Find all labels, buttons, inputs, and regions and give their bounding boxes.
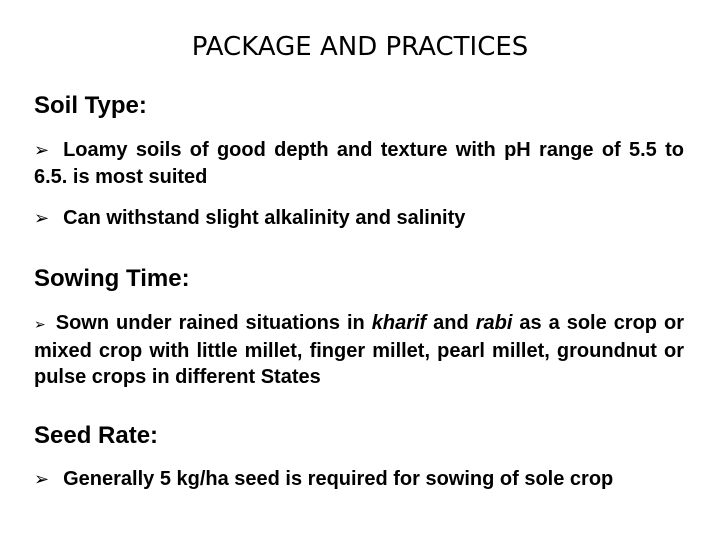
page-title: PACKAGE AND PRACTICES — [191, 32, 529, 62]
arrow-bullet-icon: ➢ — [34, 317, 46, 333]
section-heading-soil-type: Soil Type: — [34, 92, 147, 119]
sowing-bullet-1: ➢ Sown under rained situations in kharif and rabi as a sole crop or mixed crop with little millet, finger millet, pearl millet, groundnut or pulse crops in different States — [34, 312, 685, 388]
seed-bullet-1: ➢ Generally 5 kg/ha seed is required for sowing of sole crop — [34, 468, 614, 490]
section-heading-sowing-time: Sowing Time: — [34, 265, 190, 292]
section-heading-seed-rate: Seed Rate: — [34, 422, 159, 449]
soil-bullet-2: ➢ Can withstand slight alkalinity and salinity — [34, 207, 466, 229]
soil-bullet-1: ➢ Loamy soils of good depth and texture with pH range of 5.5 to 6.5. is most suited — [34, 139, 684, 188]
arrow-bullet-icon: ➢ — [34, 208, 50, 229]
arrow-bullet-icon: ➢ — [34, 140, 50, 161]
arrow-bullet-icon: ➢ — [34, 469, 50, 490]
